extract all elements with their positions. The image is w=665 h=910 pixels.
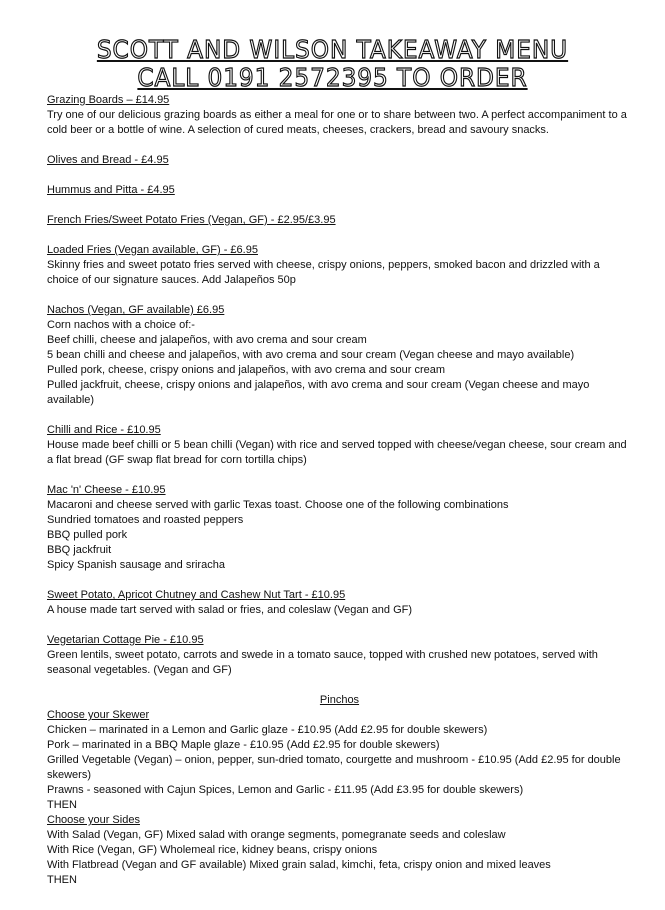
- item-line: BBQ jackfruit: [47, 544, 112, 556]
- item-heading: Chilli and Rice - £10.95: [47, 424, 161, 436]
- skewer-heading: Choose your Skewer: [47, 709, 150, 721]
- then-label: THEN: [47, 874, 77, 886]
- menu-item-olives-bread: [47, 153, 632, 168]
- item-line: BBQ pulled pork: [47, 529, 128, 541]
- pinchos-section: [47, 693, 632, 888]
- menu-item-hummus-pitta: [47, 183, 632, 198]
- item-description: Skinny fries and sweet potato fries served with cheese, crispy onions, peppers, smoked bacon and drizzled with a choice of our signature sauces. Add Jalapeños 50p: [47, 259, 600, 286]
- item-heading: Vegetarian Cottage Pie - £10.95: [47, 634, 204, 646]
- item-description: A house made tart served with salad or fries, and coleslaw (Vegan and GF): [47, 604, 413, 616]
- item-description: House made beef chilli or 5 bean chilli (Vegan) with rice and served topped with cheese/vegan cheese, sour cream and a flat bread (GF swap flat bread for corn tortilla chips): [47, 439, 627, 466]
- menu-title: [0, 36, 665, 92]
- menu-body: [47, 93, 632, 888]
- side-option: With Flatbread (Vegan and GF available) Mixed grain salad, kimchi, feta, crispy onion and mixed leaves: [47, 859, 551, 871]
- menu-item-chilli-rice: [47, 423, 632, 468]
- pinchos-title: Pinchos: [319, 694, 360, 706]
- item-description: Try one of our delicious grazing boards as either a meal for one or to share between two. A perfect accompaniment to a cold beer or a bottle of wine. A selection of cured meats, cheeses, crackers, bread and savoury snacks.: [47, 109, 627, 136]
- skewer-option: Pork – marinated in a BBQ Maple glaze - £10.95 (Add £2.95 for double skewers): [47, 739, 440, 751]
- item-heading: Nachos (Vegan, GF available) £6.95: [47, 304, 225, 316]
- side-option: With Rice (Vegan, GF) Wholemeal rice, kidney beans, crispy onions: [47, 844, 378, 856]
- item-heading: Grazing Boards – £14.95: [47, 94, 170, 106]
- menu-item-cottage-pie: [47, 633, 632, 678]
- title-line-1: SCOTT AND WILSON TAKEAWAY MENU: [96, 35, 569, 64]
- item-line: Beef chilli, cheese and jalapeños, with avo crema and sour cream: [47, 334, 367, 346]
- skewer-option: Prawns - seasoned with Cajun Spices, Lemon and Garlic - £11.95 (Add £3.95 for double skewers): [47, 784, 524, 796]
- item-line: Spicy Spanish sausage and sriracha: [47, 559, 225, 571]
- side-option: With Salad (Vegan, GF) Mixed salad with orange segments, pomegranate seeds and coleslaw: [47, 829, 506, 841]
- menu-item-nachos: [47, 303, 632, 408]
- item-heading: Hummus and Pitta - £4.95: [47, 184, 175, 196]
- item-description: Green lentils, sweet potato, carrots and swede in a tomato sauce, topped with crushed new potatoes, served with seasonal vegetables. (Vegan and GF): [47, 649, 598, 676]
- menu-item-tart: [47, 588, 632, 618]
- item-heading: French Fries/Sweet Potato Fries (Vegan, GF) - £2.95/£3.95: [47, 214, 336, 226]
- item-heading: Loaded Fries (Vegan available, GF) - £6.95: [47, 244, 258, 256]
- menu-item-loaded-fries: [47, 243, 632, 288]
- item-heading: Sweet Potato, Apricot Chutney and Cashew Nut Tart - £10.95: [47, 589, 346, 601]
- skewer-option: Grilled Vegetable (Vegan) – onion, pepper, sun-dried tomato, courgette and mushroom - £10.95 (Add £2.95 for double skewers): [47, 754, 621, 781]
- item-heading: Olives and Bread - £4.95: [47, 154, 169, 166]
- sides-heading: Choose your Sides: [47, 814, 140, 826]
- item-line: Macaroni and cheese served with garlic Texas toast. Choose one of the following combinations: [47, 499, 509, 511]
- item-line: Pulled pork, cheese, crispy onions and jalapeños, with avo crema and sour cream: [47, 364, 446, 376]
- menu-item-mac-cheese: [47, 483, 632, 573]
- item-line: Sundried tomatoes and roasted peppers: [47, 514, 244, 526]
- menu-item-fries: [47, 213, 632, 228]
- then-label: THEN: [47, 799, 77, 811]
- item-line: 5 bean chilli and cheese and jalapeños, with avo crema and sour cream (Vegan cheese and mayo available): [47, 349, 575, 361]
- item-line: Corn nachos with a choice of:-: [47, 319, 195, 331]
- title-line-2: CALL 0191 2572395 TO ORDER: [137, 63, 528, 92]
- item-heading: Mac 'n' Cheese - £10.95: [47, 484, 166, 496]
- skewer-option: Chicken – marinated in a Lemon and Garlic glaze - £10.95 (Add £2.95 for double skewers): [47, 724, 488, 736]
- menu-item-grazing-boards: [47, 93, 632, 138]
- item-line: Pulled jackfruit, cheese, crispy onions and jalapeños, with avo crema and sour cream (Vegan cheese and mayo available): [47, 379, 590, 406]
